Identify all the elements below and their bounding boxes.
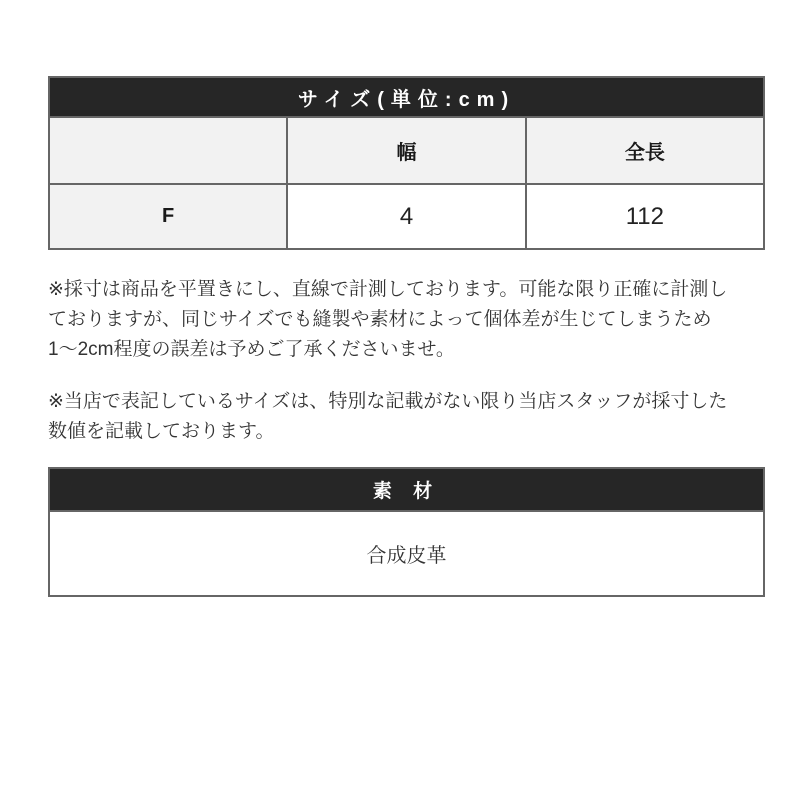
- material-table: [48, 467, 765, 597]
- size-value-length: 112: [526, 184, 764, 249]
- size-table-data-row: [49, 184, 764, 249]
- staff-measured-note-line: ※当店で表記しているサイズは、特別な記載がない限り当店スタッフが採寸した: [48, 391, 728, 412]
- material-table-value-row: [49, 511, 764, 596]
- size-value-width: 4: [287, 184, 525, 249]
- measurement-note-line: 1〜2cm程度の誤差は予めご了承くださいませ。: [48, 339, 455, 360]
- size-table: [48, 76, 765, 250]
- material-value: 合成皮革: [49, 511, 764, 596]
- material-table-title-row: [49, 468, 764, 511]
- size-table-corner-cell: [49, 117, 287, 184]
- measurement-note-line: ※採寸は商品を平置きにし、直線で計測しております。可能な限り正確に計測し: [48, 279, 728, 300]
- size-table-header-row: [49, 117, 764, 184]
- measurement-note: [48, 275, 765, 365]
- size-table-title-row: [49, 77, 764, 117]
- size-row-label: F: [49, 184, 287, 249]
- size-table-col-header-width: 幅: [287, 117, 525, 184]
- material-table-title: 素 材: [49, 468, 764, 511]
- measurement-note-line: ておりますが、同じサイズでも縫製や素材によって個体差が生じてしまうため: [48, 309, 712, 330]
- size-table-title: サイズ(単位:cm): [49, 77, 764, 117]
- staff-measured-note: [48, 387, 765, 447]
- size-table-col-header-length: 全長: [526, 117, 764, 184]
- staff-measured-note-line: 数値を記載しております。: [48, 421, 275, 442]
